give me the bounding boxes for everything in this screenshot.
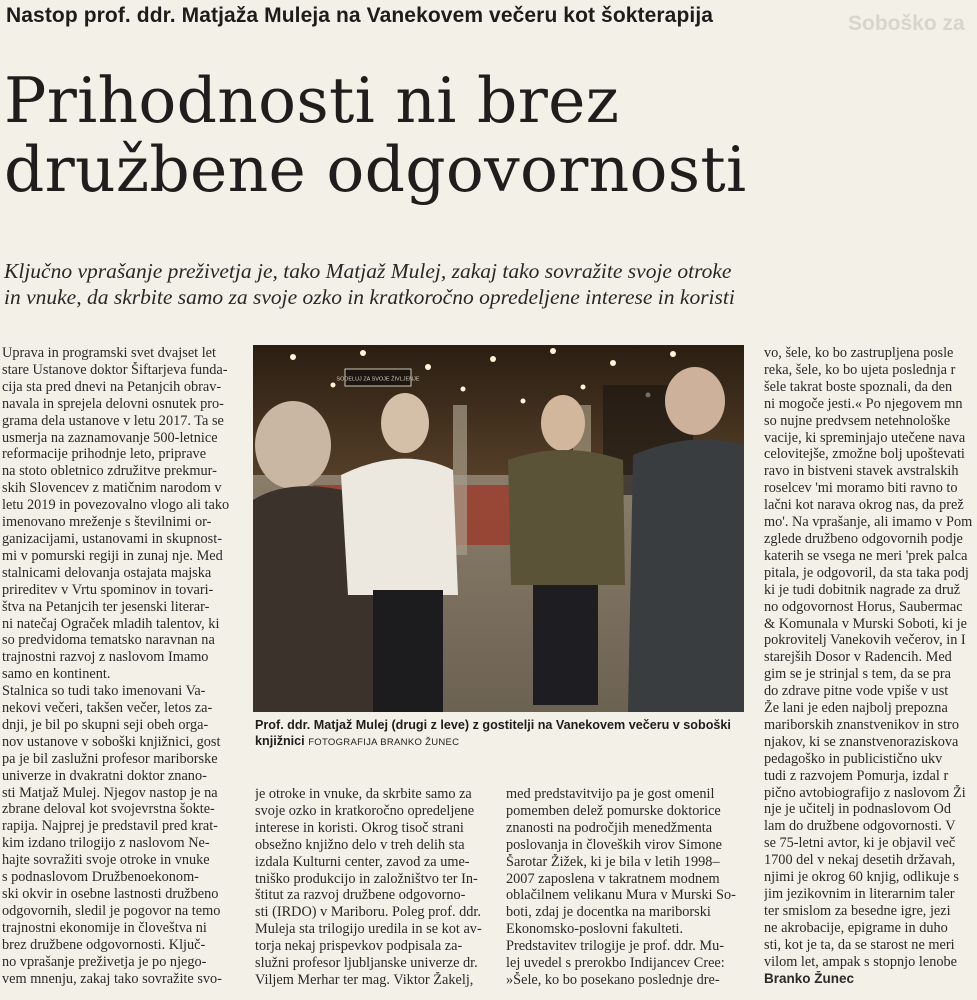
body-line: šele takrat boste spoznali, da den bbox=[764, 378, 953, 395]
body-line: s podnaslovom Družbenoekonom- bbox=[2, 869, 199, 886]
body-line: štva na Petanjcih ter jesenski literar- bbox=[2, 598, 210, 615]
body-line: je otroke in vnuke, da skrbite samo za bbox=[255, 786, 472, 802]
body-line: nekovi večeri, takšen večer, letos za- bbox=[2, 700, 213, 717]
body-line: ki je tudi dobitnik nagrade za druž bbox=[764, 581, 961, 598]
body-line: Šarotar Žižek, ki je bila v letih 1998– bbox=[506, 853, 720, 870]
body-line: skih Slovencev z matičnim narodom v bbox=[2, 480, 222, 497]
body-line: ganizacijami, ustanovami in skupnost- bbox=[2, 530, 222, 547]
article-lead bbox=[4, 258, 834, 310]
body-line: hajte sovražiti svoje otroke in vnuke bbox=[2, 852, 210, 869]
body-line: 2007 zaposlena v takratnem modnem bbox=[506, 870, 720, 887]
body-line: Ekonomsko-poslovni fakulteti. bbox=[506, 921, 684, 938]
body-line: poslovanja in človeških virov Simone bbox=[506, 836, 723, 853]
body-line: so predvidoma tematsko naravnan na bbox=[2, 632, 215, 649]
body-line: grama dela ustanove v letu 2017. Ta se bbox=[2, 412, 224, 429]
body-line: boti, zdaj je docentka na mariborski bbox=[506, 904, 711, 921]
body-line: tudi z razvojem Pomurja, izdal r bbox=[764, 767, 949, 784]
body-column-1 bbox=[2, 345, 238, 987]
body-line: Stalnica so tudi tako imenovani Va- bbox=[2, 683, 206, 700]
body-line: usmerja na zaznamovanje 500-letnice bbox=[2, 429, 218, 446]
body-line: vo, šele, ko bo zastrupljena posle bbox=[764, 345, 954, 361]
body-line: Uprava in programski svet dvajset let bbox=[2, 345, 216, 361]
body-line: 1700 del v nekaj desetih državah, bbox=[764, 852, 956, 869]
caption-text: Prof. ddr. Matjaž Mulej (drugi z leve) z gostitelji na Vanekovem večeru v soboški knjižnici bbox=[255, 718, 731, 748]
body-line: ravo in bistveni stavek avstralskih bbox=[764, 463, 959, 480]
body-line: pitala, je odgovoril, da sta taka podj bbox=[764, 564, 969, 581]
body-line: sti, kot je ta, da se starost ne meri bbox=[764, 936, 955, 953]
photo-credit: FOTOGRAFIJA BRANKO ŽUNEC bbox=[308, 736, 460, 748]
body-line: ter smislom za besedne igre, jezi bbox=[764, 902, 951, 919]
body-line: no vprašanje preživetja je po njego- bbox=[2, 953, 207, 970]
body-line: jim jezikovnim in literarnim taler bbox=[764, 886, 955, 902]
body-line: Viljem Merhar ter mag. Viktor Žakelj, bbox=[255, 971, 474, 988]
body-line: no odgovornost Horus, Saubermac bbox=[764, 598, 963, 615]
body-line: se 75-letni avtor, ki je objavil več bbox=[764, 835, 956, 852]
body-line: gim se je strinjal s tem, da se pra bbox=[764, 666, 952, 683]
body-line: mariborskih znanstvenikov in stro bbox=[764, 716, 959, 733]
body-line: ski okvir in osebne lastnosti družbeno bbox=[2, 886, 219, 902]
article-kicker: Nastop prof. ddr. Matjaža Muleja na Vanekovem večeru kot šokterapija bbox=[6, 4, 714, 27]
body-line: brez družbene odgovornosti. Ključ- bbox=[2, 936, 206, 953]
body-line: torja nekaj prispevkov podpisala za- bbox=[255, 938, 463, 955]
body-line: sti Matjaž Mulej. Njegov nastop je na bbox=[2, 784, 218, 801]
headline-line-1: Prihodnosti ni brez bbox=[4, 64, 620, 137]
body-line: pedagoško in publicistično ukv bbox=[764, 750, 943, 767]
body-line: »Šele, ko bo posekano poslednje dre- bbox=[506, 971, 720, 988]
body-line: sti (IRDO) v Mariboru. Poleg prof. ddr. bbox=[255, 904, 481, 921]
body-line: trajnostni razvoj z naslovom Imamo bbox=[2, 649, 209, 666]
body-line: Že lani je eden najbolj prepozna bbox=[764, 700, 948, 717]
article-photo bbox=[253, 345, 744, 712]
body-line: interese in koristi. Okrog tisoč strani bbox=[255, 819, 464, 836]
body-column-4 bbox=[764, 345, 977, 987]
body-line: lačni kot narava okrog nas, da prež bbox=[764, 497, 964, 514]
body-line: služni profesor ljubljanske univerze dr. bbox=[255, 955, 478, 972]
body-line: celovitejše, zmožne bolj upoštevati bbox=[764, 446, 965, 463]
body-line: izdala Kulturni center, zavod za ume- bbox=[255, 853, 470, 870]
body-line: reformacije prihodnje leto, priprave bbox=[2, 446, 207, 463]
body-line: stalnicami delovanja ostajata majska bbox=[2, 564, 212, 581]
body-line: & Komunala v Murski Soboti, ki je bbox=[764, 615, 967, 632]
body-line: prireditev v Vrtu spominov in tovari- bbox=[2, 581, 214, 598]
body-line: zbrane deloval kot svojevrstna šokte- bbox=[2, 801, 215, 818]
body-line: svoje ozko in kratkoročno opredeljene bbox=[255, 802, 475, 819]
adjacent-article-fragment: Soboško za bbox=[848, 12, 965, 35]
article-headline bbox=[4, 66, 834, 204]
body-line: pomemben delež pomurske doktorice bbox=[506, 802, 721, 819]
body-line: imenovano mreženje s številnimi or- bbox=[2, 514, 212, 531]
body-line: samo en kontinent. bbox=[2, 666, 111, 683]
lead-line-2: in vnuke, da skrbite samo za svoje ozko in kratkoročno opredeljene interese in koristi bbox=[4, 285, 735, 309]
body-line: cija sta pred dnevi na Petanjcih obrav- bbox=[2, 378, 222, 395]
body-line: ni natečaj Ograček mladih talentov, ki bbox=[2, 615, 220, 632]
body-line: trajnostni ekonomije in človeštva ni bbox=[2, 919, 207, 936]
body-column-3 bbox=[506, 786, 746, 989]
body-line: navala in sprejela delovni osnutek pro- bbox=[2, 395, 224, 412]
body-line: nov ustanove v soboški knjižnici, gost bbox=[2, 733, 221, 750]
body-line: pokrovitelj Vanekovih večerov, in I bbox=[764, 632, 966, 649]
body-line: Muleja sta trilogijo uredila in se kot av- bbox=[255, 921, 482, 938]
body-line: dnji, je bil po skupni seji obeh orga- bbox=[2, 716, 209, 733]
body-line: obsežno knjižno delo v treh delih sta bbox=[255, 836, 465, 853]
body-line: rapija. Najprej je predstavil pred krat- bbox=[2, 818, 218, 835]
body-line: vacije, ki spreminjajo utečene nava bbox=[764, 429, 966, 446]
body-line: reka, šele, ko bo ujeta poslednja r bbox=[764, 361, 956, 378]
body-line: ne akrobacije, epigrame in duho bbox=[764, 919, 948, 936]
body-line: pa je bil zaslužni profesor mariborske bbox=[2, 750, 218, 767]
body-line: ni mogoče jesti.« Po njegovem mn bbox=[764, 395, 963, 412]
body-line: roselcev 'mi moramo biti ravno to bbox=[764, 480, 958, 497]
body-line: njimi je okrog 60 knjig, odlikuje s bbox=[764, 869, 959, 886]
body-line: oblačilnem velikanu Mura v Murski So- bbox=[506, 887, 736, 904]
author-signature: Branko Žunec bbox=[764, 970, 855, 986]
headline-line-2: družbene odgovornosti bbox=[4, 133, 747, 206]
body-column-2 bbox=[255, 786, 495, 989]
body-line: vilom let, ampak s stopnjo lenobe bbox=[764, 953, 957, 970]
body-line: do zdrave pitne vode vpiše v ust bbox=[764, 683, 949, 700]
body-line: univerze in dvakratni doktor znano- bbox=[2, 767, 207, 784]
body-line: na stoto obletnico združitve prekmur- bbox=[2, 463, 217, 480]
body-line: štitut za razvoj družbene odgovorno- bbox=[255, 887, 466, 904]
body-line: starejših Dosor v Radencih. Med bbox=[764, 649, 952, 666]
body-line: pično avtobiografijo z naslovom Ži bbox=[764, 784, 966, 801]
body-line: letu 2019 in povezovalno vlogo ali tako bbox=[2, 497, 230, 514]
body-line: lej uvedel s prerokbo Indijancev Cree: bbox=[506, 955, 725, 972]
body-line: so nujne predvsem netehnološke bbox=[764, 412, 951, 429]
photo-sign-text: SODELUJ ZA SVOJE ŽIVLJENJE bbox=[336, 376, 420, 383]
body-line: med predstavitvijo pa je gost omenil bbox=[506, 786, 715, 802]
body-line: mo'. Na vprašanje, ali imamo v Pom bbox=[764, 514, 973, 531]
body-line: katerih se vsega ne meri 'prek palca bbox=[764, 547, 968, 564]
body-line: zglede družbeno odgovornih podje bbox=[764, 530, 963, 547]
body-line: mi v pomurski regiji in zunaj nje. Med bbox=[2, 547, 223, 564]
lead-line-1: Ključno vprašanje preživetja je, tako Matjaž Mulej, zakaj tako sovražite svoje otroke bbox=[4, 259, 732, 283]
body-line: tniško produkcijo in založništvo ter In- bbox=[255, 870, 478, 887]
body-line: znanosti na področjih menedžmenta bbox=[506, 819, 713, 836]
body-line: njakov, ki se znanstvenoraziskova bbox=[764, 733, 959, 750]
body-line: Predstavitev trilogije je prof. ddr. Mu- bbox=[506, 938, 724, 955]
photo-caption bbox=[255, 718, 744, 750]
body-line: vem mnenju, zakaj tako sovražite svo- bbox=[2, 970, 222, 987]
body-line: stare Ustanove doktor Šiftarjeva funda- bbox=[2, 361, 228, 378]
body-line: odgovornih, sledil je pogovor na temo bbox=[2, 902, 221, 919]
body-line: lam do družbene odgovornosti. V bbox=[764, 818, 956, 835]
photo-illustration bbox=[253, 345, 744, 712]
body-line: kim izdano trilogijo z naslovom Ne- bbox=[2, 835, 210, 852]
body-line: nje je učitelj in podnaslovom Od bbox=[764, 801, 952, 818]
